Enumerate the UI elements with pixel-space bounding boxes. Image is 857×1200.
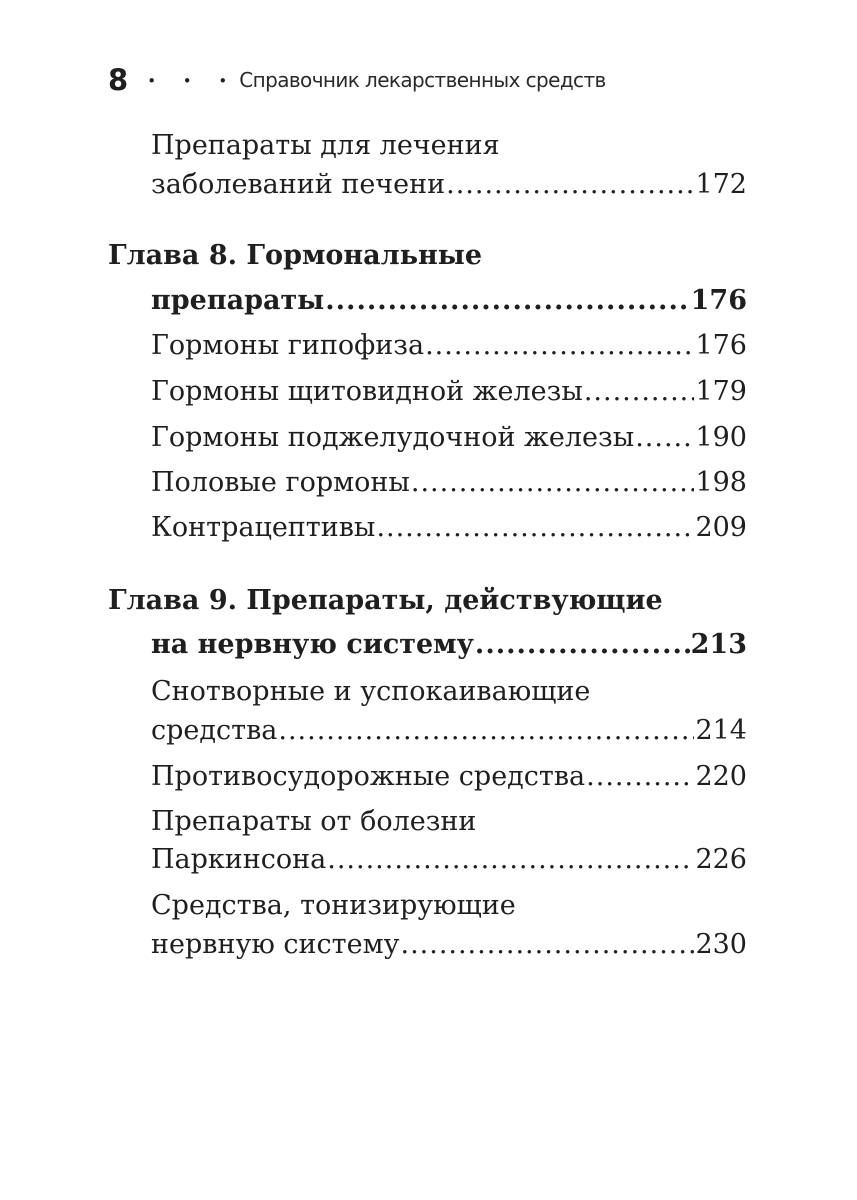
header-dots-ornament: • • • bbox=[147, 72, 239, 90]
dot-leader bbox=[327, 840, 694, 880]
toc-chapter-9[interactable] bbox=[151, 625, 747, 665]
toc-chapter-9-line1[interactable] bbox=[108, 581, 747, 621]
toc-page-number: 230 bbox=[695, 929, 747, 960]
toc-entry-title: Гормоны гипофиза bbox=[151, 330, 425, 361]
toc-chapter-8-line1[interactable] bbox=[108, 236, 747, 276]
toc-entry-parkinson-line1[interactable] bbox=[151, 802, 747, 842]
dot-leader bbox=[411, 463, 695, 503]
toc-entry-anticonvulsants[interactable] bbox=[151, 757, 747, 797]
toc-entry-title: Средства, тонизирующие bbox=[151, 890, 516, 921]
toc-entry-liver-line1[interactable] bbox=[151, 126, 747, 166]
toc-entry-title: Противосудорожные средства bbox=[151, 761, 586, 792]
toc-entry-pituitary[interactable] bbox=[151, 326, 747, 366]
toc-page-number: 214 bbox=[695, 715, 747, 746]
toc-entry-title: Половые гормоны bbox=[151, 467, 410, 498]
toc-page-number: 190 bbox=[695, 422, 747, 453]
dot-leader bbox=[325, 281, 689, 321]
toc-page-number: 220 bbox=[695, 761, 747, 792]
toc-page-number: 209 bbox=[695, 512, 747, 543]
dot-leader bbox=[376, 508, 694, 548]
page-number: 8 bbox=[108, 63, 129, 97]
dot-leader bbox=[586, 757, 694, 797]
toc-page-number: 176 bbox=[695, 330, 747, 361]
toc-entry-title: заболеваний печени bbox=[151, 169, 446, 200]
toc-entry-title: Снотворные и успокаивающие bbox=[151, 676, 591, 707]
toc-entry-tonic[interactable] bbox=[151, 925, 747, 965]
toc-entry-pancreas[interactable] bbox=[151, 418, 747, 458]
toc-page-number: 213 bbox=[690, 629, 747, 660]
toc-page-number: 198 bbox=[695, 467, 747, 498]
toc-entry-title: средства bbox=[151, 715, 278, 746]
toc-entry-sedatives-line1[interactable] bbox=[151, 672, 747, 712]
toc-entry-title: Гормоны щитовидной железы bbox=[151, 376, 583, 407]
chapter-title: Глава 9. Препараты, действующие bbox=[108, 585, 663, 616]
chapter-title: Глава 8. Гормональные bbox=[108, 240, 483, 271]
chapter-title: препараты bbox=[151, 285, 325, 316]
toc-entry-liver[interactable] bbox=[151, 165, 747, 205]
toc-entry-title: нервную систему bbox=[151, 929, 400, 960]
book-title: Справочник лекарственных средств bbox=[239, 68, 606, 92]
toc-entry-parkinson[interactable] bbox=[151, 840, 747, 880]
toc-page-number: 226 bbox=[695, 844, 747, 875]
dot-leader bbox=[446, 165, 694, 205]
dot-leader bbox=[584, 372, 695, 412]
toc-page-number: 179 bbox=[695, 376, 747, 407]
dot-leader bbox=[635, 418, 694, 458]
toc-page-number: 172 bbox=[695, 169, 747, 200]
toc-entry-contraceptives[interactable] bbox=[151, 508, 747, 548]
dot-leader bbox=[400, 925, 694, 965]
chapter-title: на нервную систему bbox=[151, 629, 474, 660]
toc-entry-tonic-line1[interactable] bbox=[151, 886, 747, 926]
toc-entry-sedatives[interactable] bbox=[151, 711, 747, 751]
toc-chapter-8[interactable] bbox=[151, 281, 747, 321]
toc-entry-title: Препараты для лечения bbox=[151, 130, 500, 161]
dot-leader bbox=[475, 625, 690, 665]
dot-leader bbox=[278, 711, 694, 751]
toc-entry-title: Препараты от болезни bbox=[151, 806, 477, 837]
toc-entry-title: Гормоны поджелудочной железы bbox=[151, 422, 635, 453]
toc-entry-title: Паркинсона bbox=[151, 844, 327, 875]
dot-leader bbox=[425, 326, 694, 366]
toc-page-number: 176 bbox=[690, 285, 747, 316]
toc-entry-thyroid[interactable] bbox=[151, 372, 747, 412]
toc-entry-sex-hormones[interactable] bbox=[151, 463, 747, 503]
toc-entry-title: Контрацептивы bbox=[151, 512, 376, 543]
